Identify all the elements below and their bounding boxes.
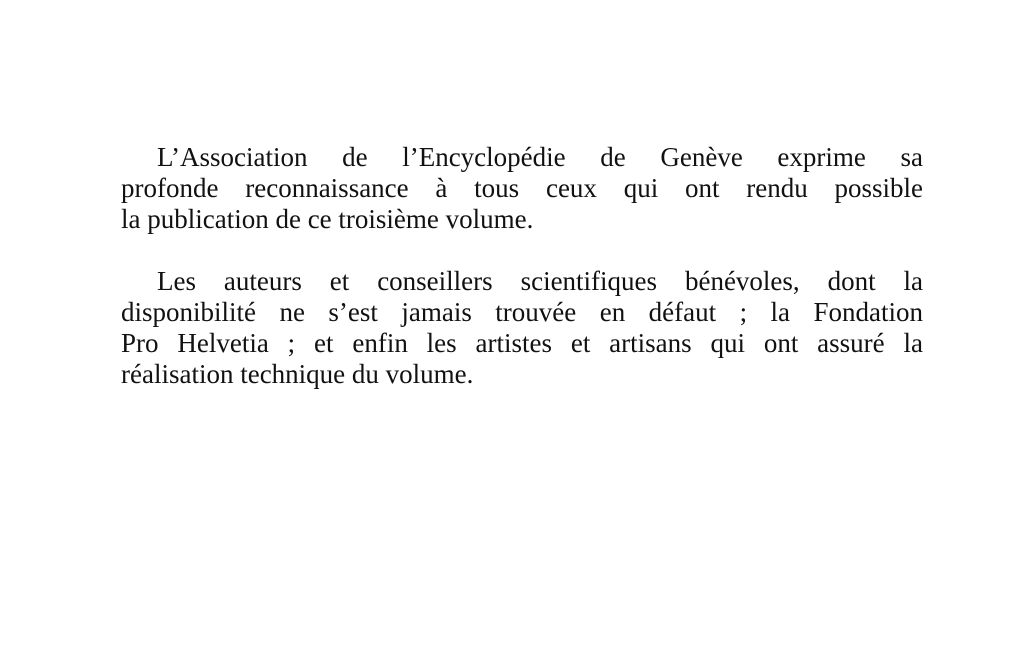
- paragraph-line: Les auteurs et conseillers scientifiques bénévoles, dont la: [157, 266, 923, 296]
- acknowledgement-paragraph-1: [121, 142, 923, 235]
- paragraph-line: disponibilité ne s’est jamais trouvée en défaut ; la Fondation: [121, 297, 923, 327]
- acknowledgement-paragraph-2: [121, 266, 923, 390]
- paragraph-line: Pro Helvetia ; et enfin les artistes et artisans qui ont assuré la: [121, 328, 923, 358]
- paragraph-line: la publication de ce troisième volume.: [121, 204, 534, 234]
- paragraph-line: réalisation technique du volume.: [121, 359, 474, 389]
- acknowledgement-text: [121, 142, 923, 390]
- paragraph-line: L’Association de l’Encyclopédie de Genève exprime sa: [157, 142, 923, 172]
- paragraph-line: profonde reconnaissance à tous ceux qui ont rendu possible: [121, 173, 923, 203]
